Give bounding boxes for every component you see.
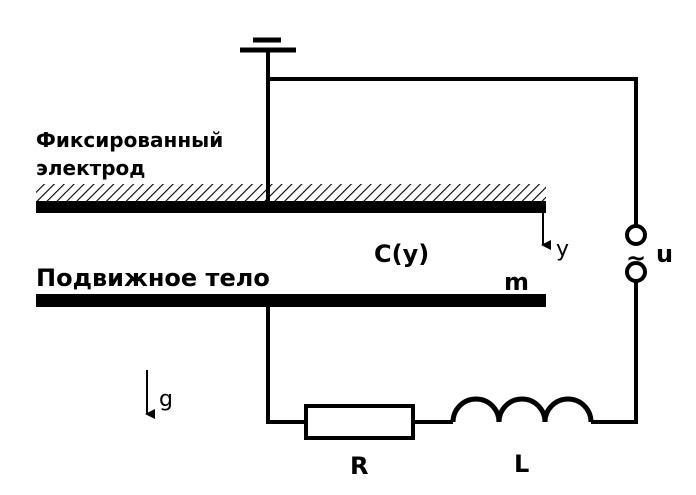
bottom-left-wire — [268, 307, 306, 422]
fixed-electrode-hatching — [36, 184, 546, 202]
fixed-electrode-label-line2: электрод — [36, 156, 146, 180]
moving-body-plate — [36, 294, 546, 307]
capacitance-label: C(y) — [374, 240, 430, 268]
resistor-symbol — [306, 406, 413, 438]
voltage-source-symbol: ~ — [626, 244, 647, 272]
ground-symbol — [240, 40, 296, 50]
fixed-electrode-label-line1: Фиксированный — [36, 128, 224, 152]
voltage-source-terminal-top — [627, 226, 645, 244]
inductor-label: L — [514, 450, 530, 478]
y-axis-label: y — [556, 237, 570, 262]
fixed-electrode-plate — [36, 201, 546, 213]
voltage-label: u — [656, 240, 674, 268]
moving-body-label: Подвижное тело — [36, 264, 270, 292]
bottom-right-wire — [591, 281, 636, 422]
mass-label: m — [504, 268, 530, 296]
gravity-label: g — [159, 387, 173, 412]
inductor-symbol — [453, 399, 591, 422]
resistor-label: R — [350, 452, 369, 480]
